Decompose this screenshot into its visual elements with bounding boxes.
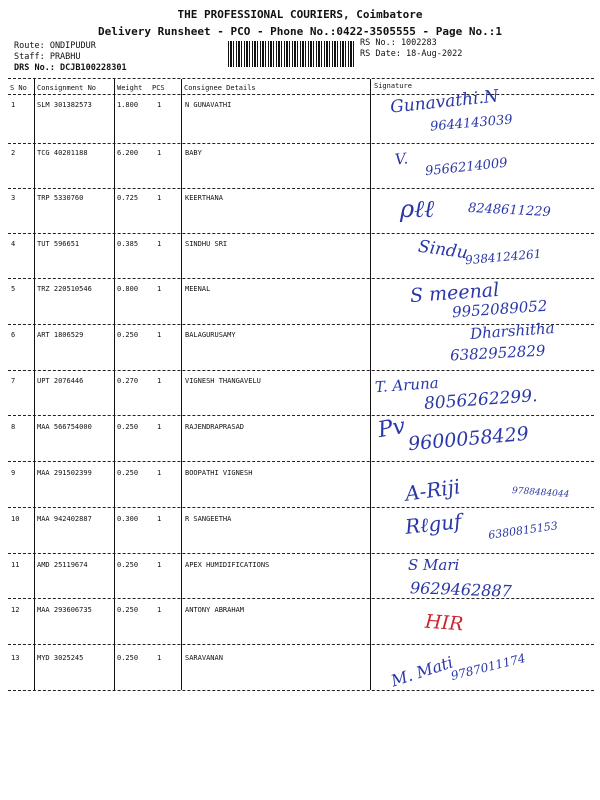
row-consignment: SLM 301382573 [37, 101, 92, 109]
row-consignee: BOOPATHI VIGNESH [185, 469, 253, 477]
row-sno: 6 [11, 331, 16, 339]
signature-name: M. Mati [388, 652, 456, 691]
row-pcs: 1 [157, 469, 162, 477]
row-pcs: 1 [157, 606, 162, 614]
signature-phone: 9788484044 [511, 486, 570, 500]
signature-phone: 9384124261 [464, 246, 542, 268]
signature-scribble: ρℓℓ [400, 195, 435, 223]
row-pcs: 1 [157, 285, 162, 293]
col-weight: Weight [117, 84, 143, 92]
signature-name: S Mari [408, 556, 460, 574]
table-bottom-rule [8, 690, 594, 691]
row-pcs: 1 [157, 515, 162, 523]
row-weight: 0.250 [117, 654, 139, 662]
row-consignee: N GUNAVATHI [185, 101, 232, 109]
signature-scribble: Rℓguf [403, 509, 463, 539]
row-divider [8, 370, 594, 371]
staff-label: Staff: PRABHU [14, 52, 81, 62]
row-weight: 0.800 [117, 285, 139, 293]
row-weight: 0.300 [117, 515, 139, 523]
row-weight: 0.250 [117, 423, 139, 431]
col-consignment: Consignment No [37, 84, 97, 92]
signature-phone: 9644143039 [429, 112, 514, 135]
row-consignee: BABY [185, 149, 202, 157]
row-consignee: APEX HUMIDIFICATIONS [185, 561, 270, 569]
signature-phone: 9566214009 [424, 155, 509, 180]
signature-phone: 9952089052 [451, 296, 548, 322]
row-pcs: 1 [157, 101, 162, 109]
row-weight: 0.270 [117, 377, 139, 385]
signature-phone: 9787011174 [449, 650, 527, 684]
col-sno: S No [10, 84, 27, 92]
row-pcs: 1 [157, 423, 162, 431]
row-pcs: 1 [157, 331, 162, 339]
row-consignment: MYD 3025245 [37, 654, 84, 662]
col-pcs: PCS [152, 84, 165, 92]
row-consignment: ART 1806529 [37, 331, 84, 339]
row-weight: 6.200 [117, 149, 139, 157]
row-consignee: ANTONY ABRAHAM [185, 606, 245, 614]
signature-name: Sindu [416, 236, 470, 264]
signature-scribble: A-Riji [403, 474, 462, 506]
row-pcs: 1 [157, 654, 162, 662]
row-consignment: TUT 596651 [37, 240, 80, 248]
row-consignment: MAA 291502399 [37, 469, 92, 477]
row-divider [8, 143, 594, 144]
row-consignment: TCG 40201188 [37, 149, 88, 157]
row-consignment: UPT 2076446 [37, 377, 84, 385]
route-label: Route: ONDIPUDUR [14, 41, 96, 51]
row-consignee: R SANGEETHA [185, 515, 232, 523]
row-divider [8, 415, 594, 416]
row-sno: 3 [11, 194, 16, 202]
col-consignee: Consignee Details [184, 84, 256, 92]
runsheet-title: THE PROFESSIONAL COURIERS, Coimbatore [177, 8, 423, 21]
row-pcs: 1 [157, 377, 162, 385]
signature-name: Gunavathi.N [389, 86, 500, 118]
row-consignee: MEENAL [185, 285, 211, 293]
row-divider [8, 553, 594, 554]
row-consignee: BALAGURUSAMY [185, 331, 236, 339]
row-weight: 0.250 [117, 331, 139, 339]
row-weight: 1.800 [117, 101, 139, 109]
row-sno: 9 [11, 469, 16, 477]
row-weight: 0.725 [117, 194, 139, 202]
signature-name: V. [394, 149, 409, 169]
signature-phone: 9600058429 [407, 422, 530, 456]
row-consignment: TRZ 220510546 [37, 285, 92, 293]
row-consignment: TRP 5330760 [37, 194, 84, 202]
row-divider [8, 278, 594, 279]
signature-phone: 8056262299. [423, 386, 539, 414]
barcode [228, 41, 354, 67]
row-weight: 0.250 [117, 469, 139, 477]
rs-date: RS Date: 18-Aug-2022 [360, 49, 463, 59]
row-sno: 11 [11, 561, 20, 569]
row-sno: 5 [11, 285, 16, 293]
runsheet-subtitle: Delivery Runsheet - PCO - Phone No.:0422-3505555 - Page No.:1 [98, 25, 502, 38]
row-consignment: MAA 293606735 [37, 606, 92, 614]
signature-scribble: Pv [376, 413, 408, 444]
row-consignee: SINDHU SRI [185, 240, 228, 248]
row-consignee: VIGNESH THANGAVELU [185, 377, 261, 385]
signature-phone: 6382952829 [449, 341, 546, 365]
signature-phone: 9629462887 [409, 578, 513, 601]
signature-name: Dharshitha [469, 319, 556, 343]
header-top-rule [8, 78, 594, 79]
rs-number: RS No.: 1002283 [360, 38, 437, 48]
row-consignment: MAA 942402887 [37, 515, 92, 523]
row-weight: 0.385 [117, 240, 139, 248]
row-divider [8, 644, 594, 645]
row-divider [8, 461, 594, 462]
row-consignee: RAJENDRAPRASAD [185, 423, 245, 431]
drs-number: DRS No.: DCJB100228301 [14, 63, 127, 73]
row-sno: 13 [11, 654, 20, 662]
row-consignee: KEERTHANA [185, 194, 223, 202]
row-consignment: AMD 25119674 [37, 561, 88, 569]
row-weight: 0.250 [117, 606, 139, 614]
signature-name: HIR [424, 610, 465, 636]
row-sno: 4 [11, 240, 16, 248]
row-pcs: 1 [157, 561, 162, 569]
row-sno: 7 [11, 377, 16, 385]
row-sno: 10 [11, 515, 20, 523]
col-signature: Signature [374, 82, 412, 90]
header-bottom-rule [8, 94, 594, 95]
signature-name: T. Aruna [374, 373, 440, 397]
row-sno: 12 [11, 606, 20, 614]
row-consignee: SARAVANAN [185, 654, 223, 662]
row-pcs: 1 [157, 240, 162, 248]
row-divider [8, 188, 594, 189]
row-consignment: MAA 566754000 [37, 423, 92, 431]
signature-phone: 6380815153 [487, 519, 559, 542]
row-sno: 2 [11, 149, 16, 157]
row-pcs: 1 [157, 149, 162, 157]
row-divider [8, 507, 594, 508]
row-divider [8, 233, 594, 234]
row-pcs: 1 [157, 194, 162, 202]
signature-name: S meenal [409, 278, 500, 308]
row-sno: 1 [11, 101, 16, 109]
row-divider [8, 598, 594, 599]
signature-phone: 8248611229 [467, 200, 552, 221]
row-sno: 8 [11, 423, 16, 431]
row-weight: 0.250 [117, 561, 139, 569]
